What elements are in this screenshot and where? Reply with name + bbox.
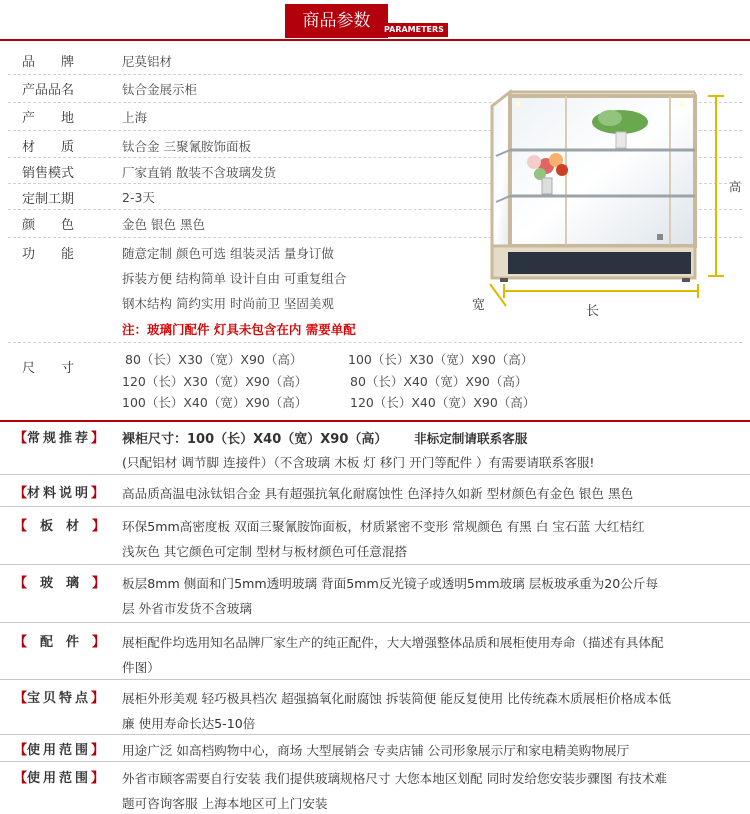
- section-line: 展柜配件均选用知名品牌厂家生产的纯正配件，大大增强整体品质和展柜使用寿命（描述有具体配: [122, 635, 664, 650]
- section-line: 题可咨询客服 上海本地区可上门安装: [122, 796, 328, 811]
- section-line: 廉 使用寿命长达5-10倍: [122, 716, 256, 731]
- param-value: 金色 银色 黑色: [122, 217, 205, 232]
- param-label: 销售模式: [22, 166, 75, 181]
- header-title: 商品参数: [285, 4, 388, 38]
- section-top-rule: [0, 420, 750, 422]
- header-subtitle: PARAMETERS: [380, 23, 448, 37]
- divider: [0, 474, 750, 475]
- param-value: 钛合金 三聚氰胺饰面板: [122, 139, 251, 154]
- section-line: 板层8mm 侧面和门5mm透明玻璃 背面5mm反光镜子或透明5mm玻璃 层板玻承重为20公斤每: [122, 576, 659, 591]
- length-label: 长: [586, 304, 600, 319]
- divider: [0, 506, 750, 507]
- width-label: 宽: [472, 298, 486, 313]
- section-line: 用途广泛 如高档购物中心，商场 大型展销会 专卖店铺 公司形象展示厅和家电精美购物展厅: [122, 743, 630, 758]
- param-label: 产品品名: [22, 83, 75, 98]
- section-line: 展柜外形美观 轻巧极具档次 超强搞氧化耐腐蚀 拆装简便 能反复使用 比传统森木质展柜价格成本低: [122, 691, 671, 706]
- divider: [0, 679, 750, 680]
- section-header: [0, 0, 750, 42]
- function-line: 拆装方便 结构简单 设计自由 可重复组合: [122, 271, 347, 286]
- divider: [0, 761, 750, 762]
- size-item: 100（长）X30（宽）X90（高）: [348, 352, 534, 367]
- param-label: 定制工期: [22, 192, 75, 207]
- display-cabinet-image: [470, 88, 745, 328]
- param-value: 2-3天: [122, 190, 155, 205]
- section-label: 【 板 材 】: [14, 519, 106, 534]
- section-label: 【 配 件 】: [14, 635, 106, 650]
- recommend-contact: 非标定制请联系客服: [414, 431, 528, 446]
- section-label: 【材料说明】: [14, 486, 105, 501]
- divider: [0, 622, 750, 623]
- divider: [0, 564, 750, 565]
- section-label: 【 玻 璃 】: [14, 576, 106, 591]
- recommend-size: 裸柜尺寸：100（长）X40（宽）X90（高）: [122, 432, 388, 447]
- param-value: 钛合金展示柜: [122, 82, 198, 97]
- size-item: 120（长）X30（宽）X90（高）: [122, 374, 308, 389]
- size-item: 120（长）X40（宽）X90（高）: [350, 395, 536, 410]
- param-label: 尺 寸: [22, 361, 75, 376]
- product-diagram: [470, 88, 745, 328]
- param-label: 品 牌: [22, 55, 75, 70]
- section-line: 件图）: [122, 660, 160, 675]
- section-label: 【使用范围】: [14, 743, 105, 758]
- param-value: 尼莫铝材: [122, 54, 173, 69]
- section-label: 【宝贝特点】: [14, 691, 105, 706]
- divider: [8, 74, 742, 75]
- divider: [0, 734, 750, 735]
- section-line: 高品质高温电泳钛铝合金 具有超强抗氧化耐腐蚀性 色泽持久如新 型材颜色有金色 银色 黑色: [122, 486, 634, 501]
- section-line: 层 外省市发货不含玻璃: [122, 601, 252, 616]
- section-line: 外省市顾客需要自行安装 我们提供玻璃规格尺寸 大您本地区划配 同时发给您安装步骤图 有技术难: [122, 771, 667, 786]
- param-label: 产 地: [22, 111, 75, 126]
- header-rule: [0, 39, 750, 41]
- param-value: 厂家直销 散装不含玻璃发货: [122, 165, 276, 180]
- param-value: 上海: [122, 110, 148, 125]
- function-note: 注：玻璃门配件 灯具未包含在内 需要单配: [122, 322, 356, 337]
- size-item: 80（长）X30（宽）X90（高）: [125, 352, 303, 367]
- recommend-note: (只配铝材 调节脚 连接件）（不含玻璃 木板 灯 移门 开门等配件 ）有需要请联系客服!: [122, 455, 595, 470]
- section-label: 【使用范围】: [14, 771, 105, 786]
- section-line: 浅灰色 其它颜色可定制 型材与板材颜色可任意混搭: [122, 544, 408, 559]
- section-label: 【常规推荐】: [14, 431, 105, 446]
- param-label: 材 质: [22, 140, 75, 155]
- size-item: 100（长）X40（宽）X90（高）: [122, 395, 308, 410]
- height-label: 高: [729, 180, 742, 194]
- param-label: 颜 色: [22, 218, 75, 233]
- divider: [8, 342, 742, 343]
- section-line: 环保5mm高密度板 双面三聚氰胺饰面板，材质紧密不变形 常规颜色 有黑 白 宝石蓝 大红桔红: [122, 519, 645, 534]
- function-line: 钢木结构 简约实用 时尚前卫 坚固美观: [122, 296, 334, 311]
- size-item: 80（长）X40（宽）X90（高）: [350, 374, 528, 389]
- param-label: 功 能: [22, 247, 75, 262]
- function-line: 随意定制 颜色可选 组装灵活 量身订做: [122, 246, 334, 261]
